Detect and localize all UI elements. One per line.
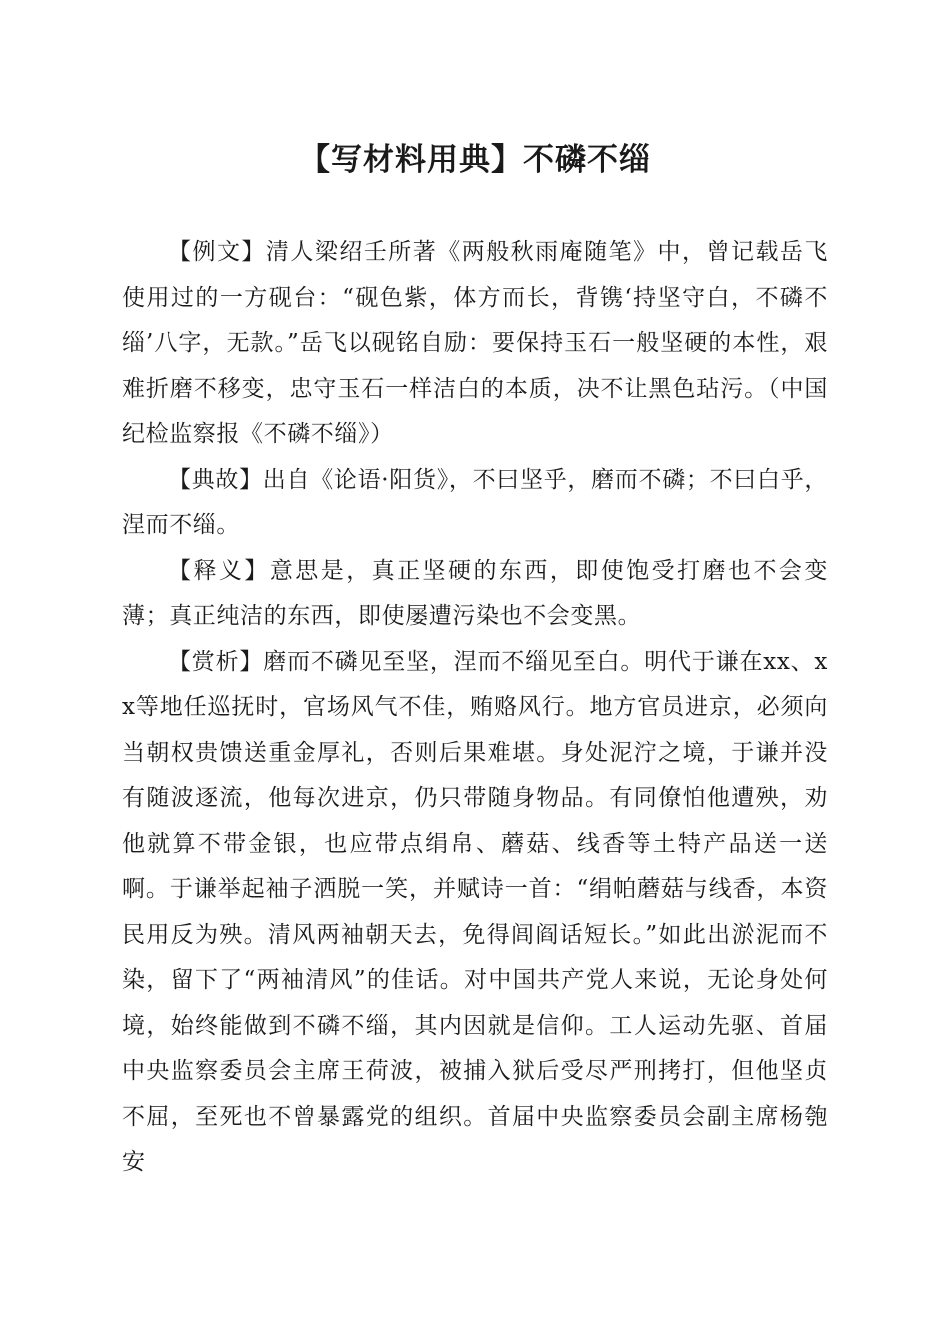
paragraph-example: 【例文】清人梁绍壬所著《两般秋雨庵随笔》中，曾记载岳飞使用过的一方砚台：“砚色紫，体方而长，背镌‘持坚守白，不磷不缁’八字，无款。”岳飞以砚铭自励：要保持玉石一般坚硬的本性，艰难折磨不移变，忠守玉石一样洁白的本质，决不让黑色玷污。（中国纪检监察报《不磷不缁》） [122,239,828,447]
document-title: 【写材料用典】不磷不缁 [299,142,651,178]
paragraph-meaning: 【释义】意思是，真正坚硬的东西，即使饱受打磨也不会变薄；真正纯洁的东西，即使屡遭污染也不会变黑。 [122,557,828,629]
paragraph-appreciation: 【赏析】磨而不磷见至坚，涅而不缁见至白。明代于谦在xx、xx等地任巡抚时，官场风气不佳，贿赂风行。地方官员进京，必须向当朝权贵馈送重金厚礼，否则后果难堪。身处泥泞之境，于谦并没有随波逐流，他每次进京，仍只带随身物品。有同僚怕他遭殃，劝他就算不带金银，也应带点绢帛、蘑菇、线香等土特产品送一送啊。于谦举起袖子洒脱一笑，并赋诗一首：“绢帕蘑菇与线香，本资民用反为殃。清风两袖朝天去，免得闾阎话短长。”如此出淤泥而不染，留下了“两袖清风”的佳话。对中国共产党人来说，无论身处何境，始终能做到不磷不缁，其内因就是信仰。工人运动先驱、首届中央监察委员会主席王荷波，被捕入狱后受尽严刑拷打，但他坚贞不屈，至死也不曾暴露党的组织。首届中央监察委员会副主席杨匏安 [122,648,828,1175]
paragraph-allusion: 【典故】出自《论语·阳货》，不曰坚乎，磨而不磷；不曰白乎，涅而不缁。 [122,466,828,538]
document-body [122,230,828,1186]
